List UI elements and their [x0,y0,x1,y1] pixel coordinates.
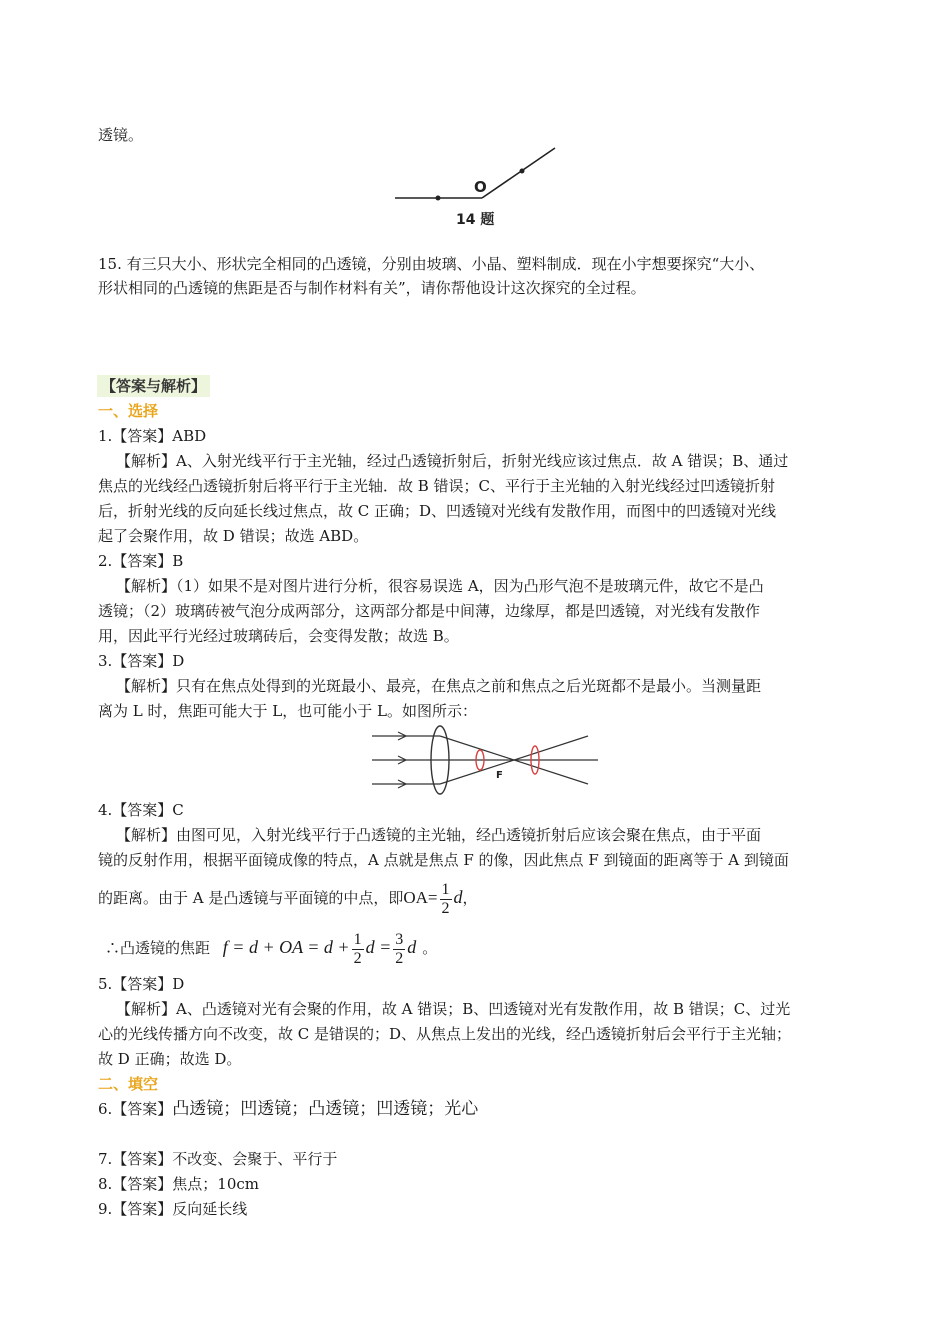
therefore-text: ∴凸透镜的焦距 [105,939,211,957]
a1-exp1: 【解析】A、入射光线平行于主光轴，经过凸透镜折射后，折射光线应该过焦点．故 A 错误；B、通过 [116,452,789,470]
a1-exp3: 后，折射光线的反向延长线过焦点，故 C 正确；D、凹透镜对光线有发散作用，而图中的凹透镜对光线 [98,502,777,520]
figure-14 [390,140,570,230]
a1-exp2: 焦点的光线经凸透镜折射后将平行于主光轴．故 B 错误；C、平行于主光轴的入射光线经过凹透镜折射 [98,477,776,495]
a2-answer: 2.【答案】B [98,552,184,570]
fig14-point-label: O [474,178,487,196]
a4-exp1: 【解析】由图可见，入射光线平行于凸透镜的主光轴，经凸透镜折射后应该会聚在焦点，由于平面 [116,826,762,844]
q15-line2: 形状相同的凸透镜的焦距是否与制作材料有关”，请你帮他设计这次探究的全过程。 [98,279,646,297]
eq-end: d [407,937,417,957]
a1-exp4: 起了会聚作用，故 D 错误；故选 ABD。 [98,527,369,545]
a6-answer [98,1097,478,1121]
d-var: d [453,887,463,907]
a3-exp2: 离为 L 时，焦距可能大于 L，也可能小于 L。如图所示： [98,702,477,720]
half-fraction: $\frac{1}{2}$ [441,880,450,917]
oa-label: OA= [403,888,438,907]
a7-answer: 7.【答案】不改变、会聚于、平行于 [98,1150,338,1168]
a1-answer: 1.【答案】ABD [98,427,207,445]
a6-text: 凸透镜；凹透镜；凸透镜；凹透镜；光心 [172,1099,479,1119]
a5-answer: 5.【答案】D [98,975,185,993]
a4-focal-equation [105,926,437,969]
a6-prefix: 6.【答案】 [98,1100,173,1118]
lens-focus-figure [370,724,605,796]
a4-answer: 4.【答案】C [98,801,184,819]
section-choice: 一、选择 [98,402,159,420]
eq-half: $\frac{1}{2}$ [353,930,362,967]
comma: ， [462,889,478,907]
a4-exp3 [98,877,478,918]
a3-answer: 3.【答案】D [98,652,185,670]
a5-exp1: 【解析】A、凸透镜对光有会聚的作用，故 A 错误；B、凹透镜对光有发散作用，故 B 错误；C、过光 [116,1000,791,1018]
a3-exp1: 【解析】只有在焦点处得到的光斑最小、最亮，在焦点之前和焦点之后光斑都不是最小。当测量距 [116,677,762,695]
answers-header: 【答案与解析】 [97,375,210,397]
a9-answer: 9.【答案】反向延长线 [98,1200,248,1218]
a5-exp2: 心的光线传播方向不改变，故 C 是错误的；D、从焦点上发出的光线，经凸透镜折射后会平行于主光轴； [98,1025,792,1043]
q15-line1: 15. 有三只大小、形状完全相同的凸透镜，分别由坡璃、小晶、塑料制成．现在小宇想要探究“大小、 [98,255,765,273]
top-fragment: 透镜。 [98,126,144,144]
a2-exp3: 用，因此平行光经过玻璃砖后，会变得发散；故选 B。 [98,627,459,645]
section-fill: 二、填空 [98,1075,159,1093]
a2-exp1: 【解析】（1）如果不是对图片进行分析，很容易误选 A，因为凸形气泡不是玻璃元件，故它不是凸 [116,577,764,595]
a2-exp2: 透镜；（2）玻璃砖被气泡分成两部分，这两部分都是中间薄，边缘厚，都是凹透镜，对光线有发散作 [98,602,761,620]
eq-part1: f = d + OA = d + [222,937,350,957]
eq-period: 。 [422,939,438,957]
a4-exp2: 镜的反射作用，根据平面镜成像的特点，A 点就是焦点 F 的像，因此焦点 F 到镜面的距离等于 A 到镜面 [98,851,789,869]
eq-three-half: $\frac{3}{2}$ [395,930,404,967]
lens-focus-label: F [496,770,503,781]
fig14-caption: 14 题 [456,212,495,228]
a4-exp3-text: 的距离。由于 A 是凸透镜与平面镜的中点，即 [98,889,404,907]
a8-answer: 8.【答案】焦点；10cm [98,1175,260,1193]
a5-exp3: 故 D 正确；故选 D。 [98,1050,242,1068]
eq-part2: d = [365,937,392,957]
